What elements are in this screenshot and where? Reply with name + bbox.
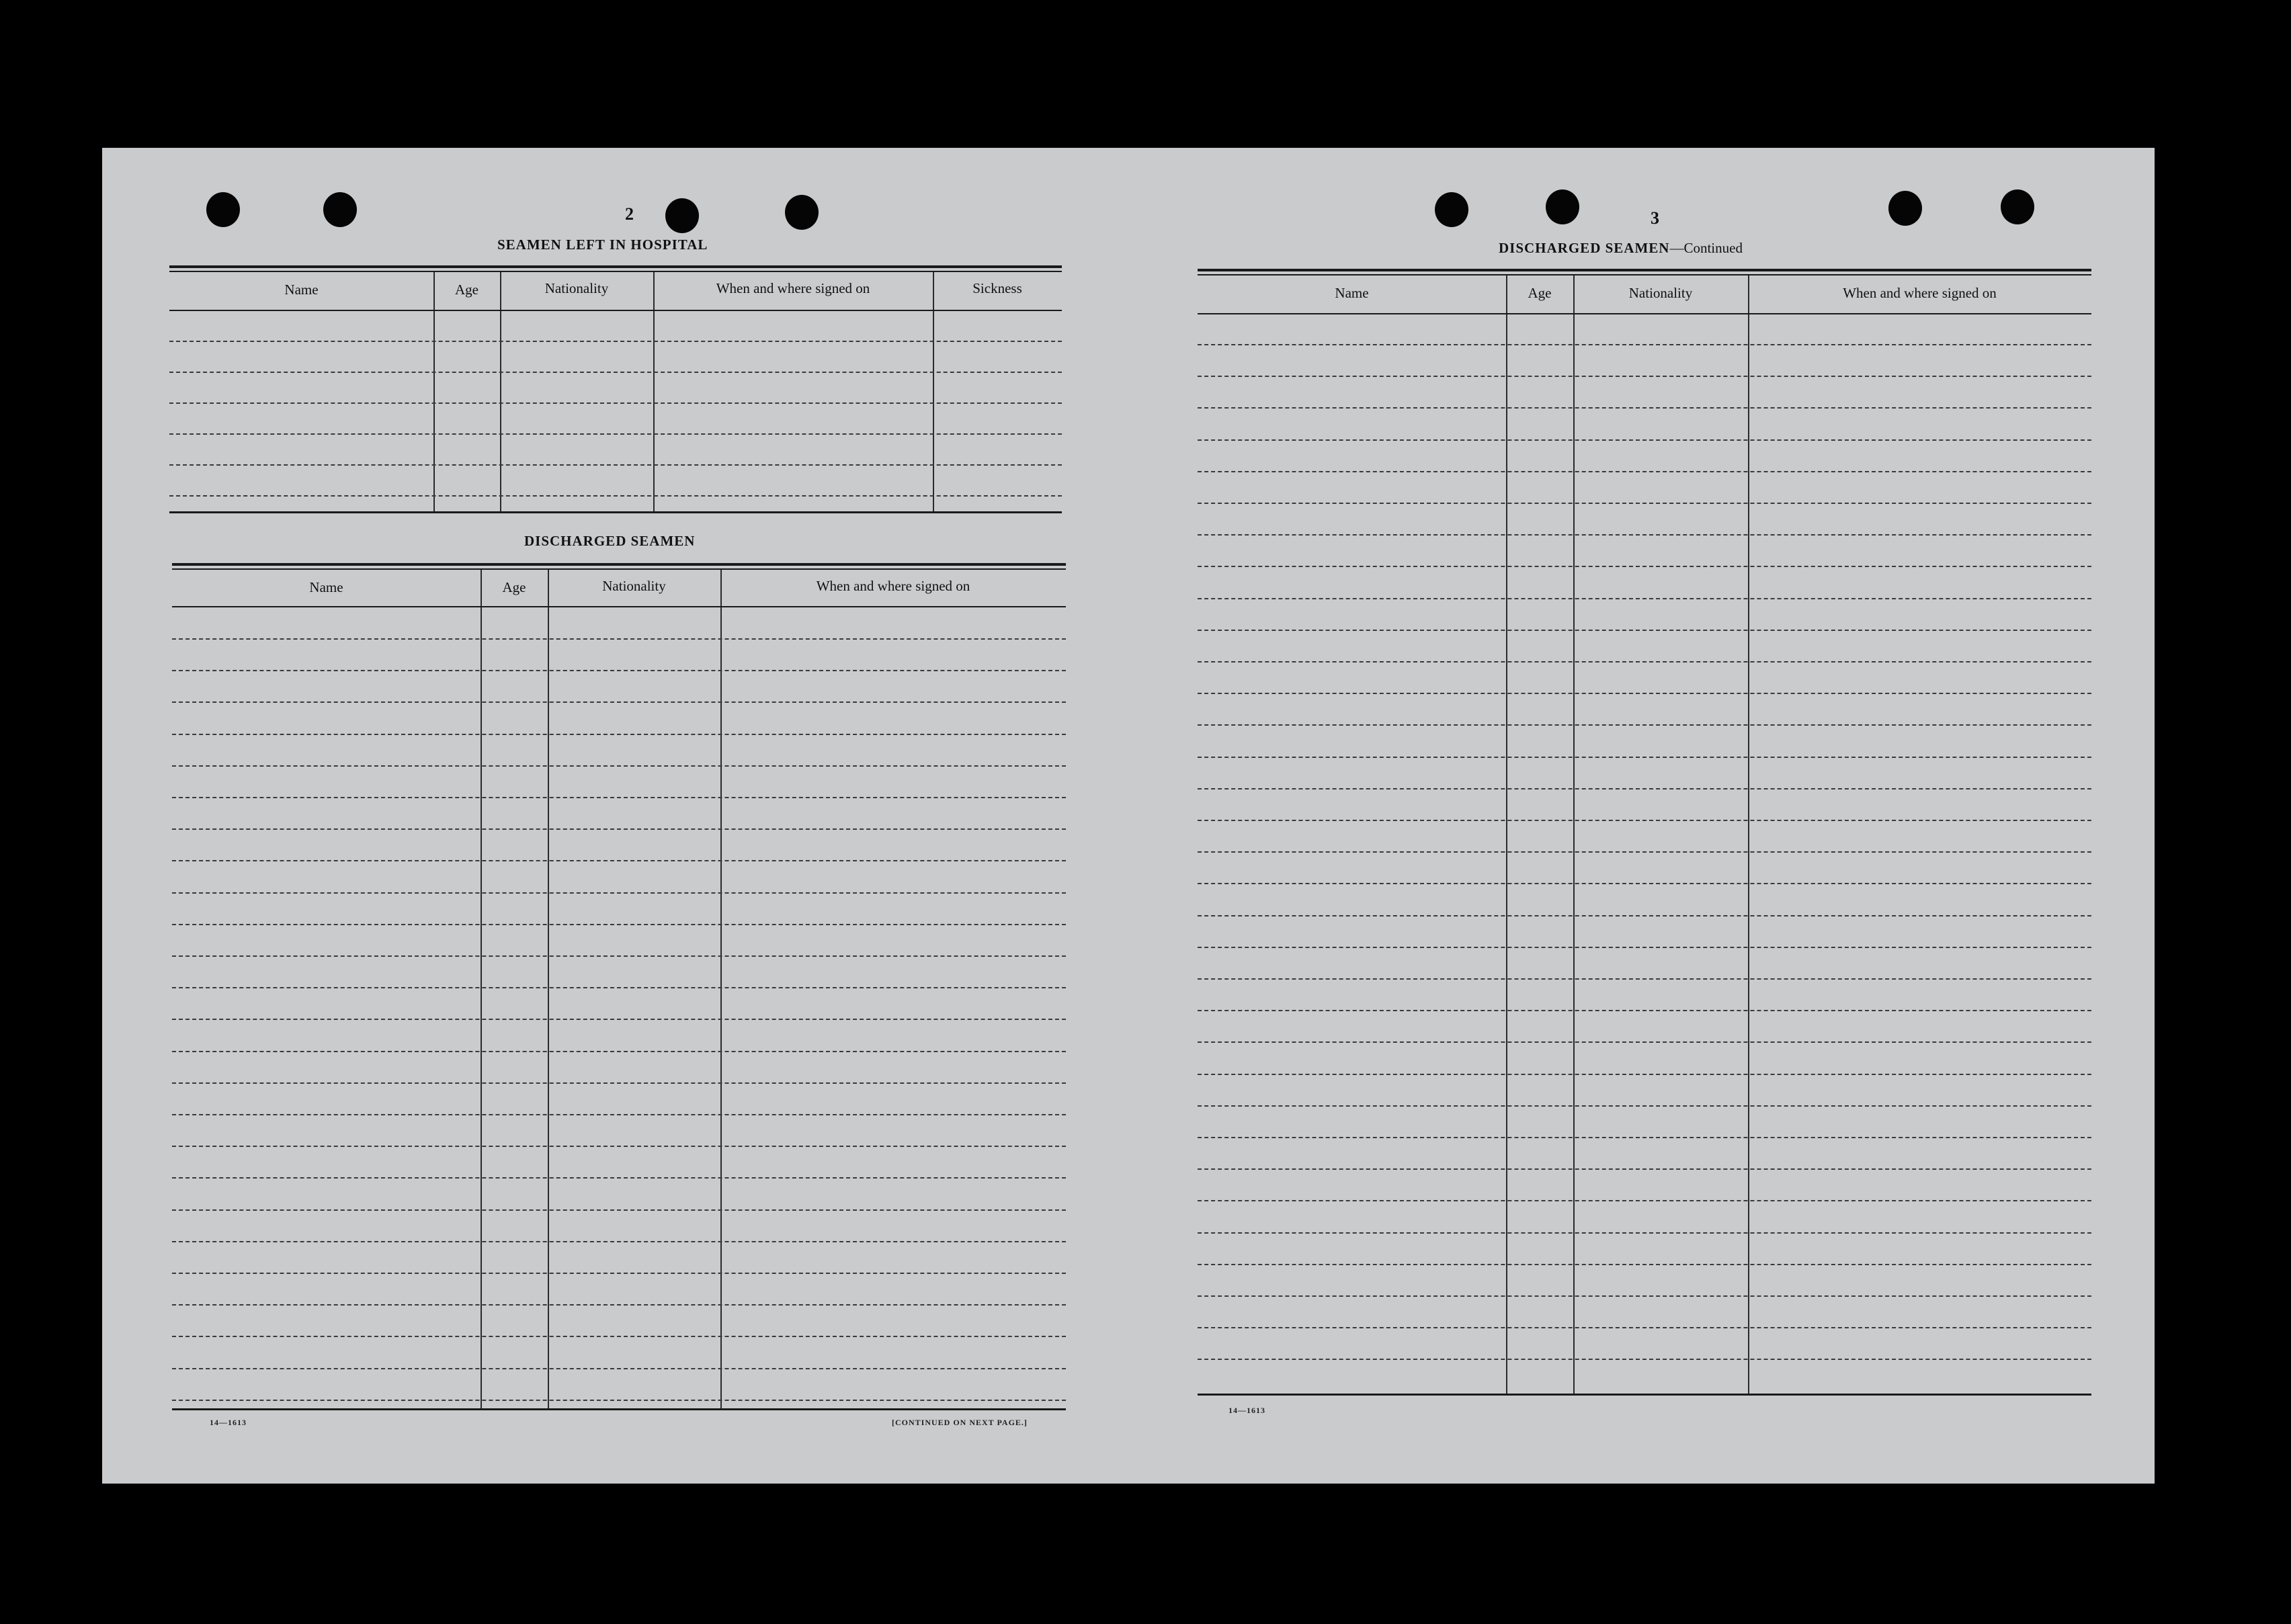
header-rule — [172, 606, 1066, 607]
table-row — [172, 1241, 1066, 1242]
discharged-section-title-left: DISCHARGED SEAMEN — [524, 533, 696, 549]
column-header-signed-on: When and where signed on — [816, 578, 970, 594]
table-row — [169, 372, 1062, 373]
column-divider — [720, 570, 722, 1408]
column-divider — [1506, 275, 1507, 1394]
column-divider — [653, 272, 655, 511]
document-sheet — [102, 148, 2155, 1484]
table-row — [1198, 566, 2091, 567]
table-row — [172, 1114, 1066, 1115]
table-row — [1198, 503, 2091, 504]
column-header-signed-on: When and where signed on — [716, 280, 870, 296]
table-row — [1198, 1074, 2091, 1075]
table-row — [1198, 534, 2091, 536]
column-divider — [481, 570, 482, 1408]
discharged-table-left — [172, 563, 1066, 1564]
table-row — [172, 1336, 1066, 1337]
form-number-left: 14—1613 — [210, 1418, 247, 1427]
table-row — [1198, 788, 2091, 789]
table-row — [1198, 344, 2091, 345]
table-row — [169, 495, 1062, 497]
table-row — [1198, 1359, 2091, 1360]
table-row — [169, 433, 1062, 435]
table-row — [172, 1177, 1066, 1179]
table-row — [172, 701, 1066, 703]
table-row — [172, 892, 1066, 894]
discharged-table-right — [1198, 269, 2091, 1424]
column-header-age: Age — [1528, 285, 1552, 301]
table-top-rule — [169, 271, 1062, 272]
table-row — [1198, 1200, 2091, 1201]
table-row — [1198, 1041, 2091, 1043]
table-bottom-rule — [172, 1408, 1066, 1410]
discharged-section-title-right — [1499, 240, 1743, 257]
column-divider — [1748, 275, 1749, 1394]
table-row — [172, 828, 1066, 830]
page-number-right: 3 — [1651, 208, 1659, 228]
table-row — [1198, 724, 2091, 726]
table-top-rule — [169, 265, 1062, 268]
table-row — [1198, 947, 2091, 948]
table-row — [172, 638, 1066, 640]
table-row — [172, 1273, 1066, 1274]
table-row — [172, 1082, 1066, 1084]
column-header-nationality: Nationality — [1628, 285, 1693, 301]
hospital-table — [169, 265, 1062, 527]
table-row — [1198, 1232, 2091, 1234]
column-header-nationality: Nationality — [602, 578, 666, 594]
table-row — [172, 670, 1066, 671]
table-top-rule — [172, 563, 1066, 566]
punch-hole — [323, 192, 357, 227]
table-bottom-rule — [1198, 1394, 2091, 1396]
column-divider — [933, 272, 934, 511]
punch-hole — [1888, 191, 1922, 226]
punch-hole — [1435, 192, 1468, 227]
column-header-age: Age — [502, 579, 526, 595]
table-row — [1198, 407, 2091, 409]
punch-hole — [2001, 189, 2034, 224]
table-row — [1198, 1105, 2091, 1107]
table-row — [1198, 851, 2091, 853]
hospital-section-title: SEAMEN LEFT IN HOSPITAL — [497, 237, 708, 253]
table-row — [172, 797, 1066, 798]
punch-hole — [206, 192, 240, 227]
column-header-name: Name — [284, 282, 319, 298]
table-row — [172, 924, 1066, 925]
column-divider — [548, 570, 549, 1408]
table-row — [169, 402, 1062, 404]
table-row — [1198, 376, 2091, 377]
table-row — [1198, 978, 2091, 980]
table-top-rule — [1198, 269, 2091, 271]
header-rule — [169, 310, 1062, 311]
table-row — [1198, 1010, 2091, 1011]
table-row — [1198, 693, 2091, 694]
table-row — [1198, 1295, 2091, 1297]
table-row — [172, 860, 1066, 861]
table-row — [1198, 1264, 2091, 1265]
column-divider — [433, 272, 435, 511]
table-row — [1198, 1137, 2091, 1138]
form-number-right: 14—1613 — [1228, 1406, 1265, 1415]
table-row — [1198, 915, 2091, 916]
column-header-name: Name — [309, 579, 343, 595]
table-row — [172, 1400, 1066, 1401]
table-row — [1198, 757, 2091, 758]
table-row — [1198, 820, 2091, 821]
discharged-title-text: DISCHARGED SEAMEN — [1499, 240, 1670, 256]
table-row — [1198, 661, 2091, 663]
table-row — [172, 734, 1066, 735]
continued-note: [CONTINUED ON NEXT PAGE.] — [892, 1418, 1028, 1427]
table-row — [1198, 439, 2091, 441]
column-header-signed-on: When and where signed on — [1843, 285, 1997, 301]
column-header-age: Age — [455, 282, 478, 298]
table-top-rule — [172, 568, 1066, 570]
punch-hole — [785, 195, 819, 230]
column-header-name: Name — [1335, 285, 1369, 301]
table-row — [172, 1051, 1066, 1052]
punch-hole — [1546, 189, 1579, 224]
discharged-title-suffix: —Continued — [1669, 240, 1743, 256]
column-header-sickness: Sickness — [972, 280, 1022, 296]
table-row — [172, 765, 1066, 767]
table-row — [169, 341, 1062, 342]
table-row — [169, 464, 1062, 466]
table-row — [172, 1209, 1066, 1211]
table-row — [172, 1368, 1066, 1369]
table-row — [1198, 630, 2091, 631]
punch-hole — [665, 198, 699, 233]
table-row — [1198, 1168, 2091, 1170]
table-top-rule — [1198, 274, 2091, 275]
table-row — [172, 955, 1066, 957]
header-rule — [1198, 313, 2091, 314]
table-row — [172, 1146, 1066, 1147]
column-header-nationality: Nationality — [544, 280, 609, 296]
table-row — [1198, 598, 2091, 599]
column-divider — [500, 272, 501, 511]
table-row — [172, 1019, 1066, 1020]
table-row — [172, 1304, 1066, 1306]
page-number-left: 2 — [625, 204, 634, 224]
table-row — [172, 987, 1066, 988]
table-bottom-rule — [169, 511, 1062, 513]
table-row — [1198, 1327, 2091, 1328]
column-divider — [1573, 275, 1575, 1394]
table-row — [1198, 471, 2091, 472]
table-row — [1198, 883, 2091, 884]
